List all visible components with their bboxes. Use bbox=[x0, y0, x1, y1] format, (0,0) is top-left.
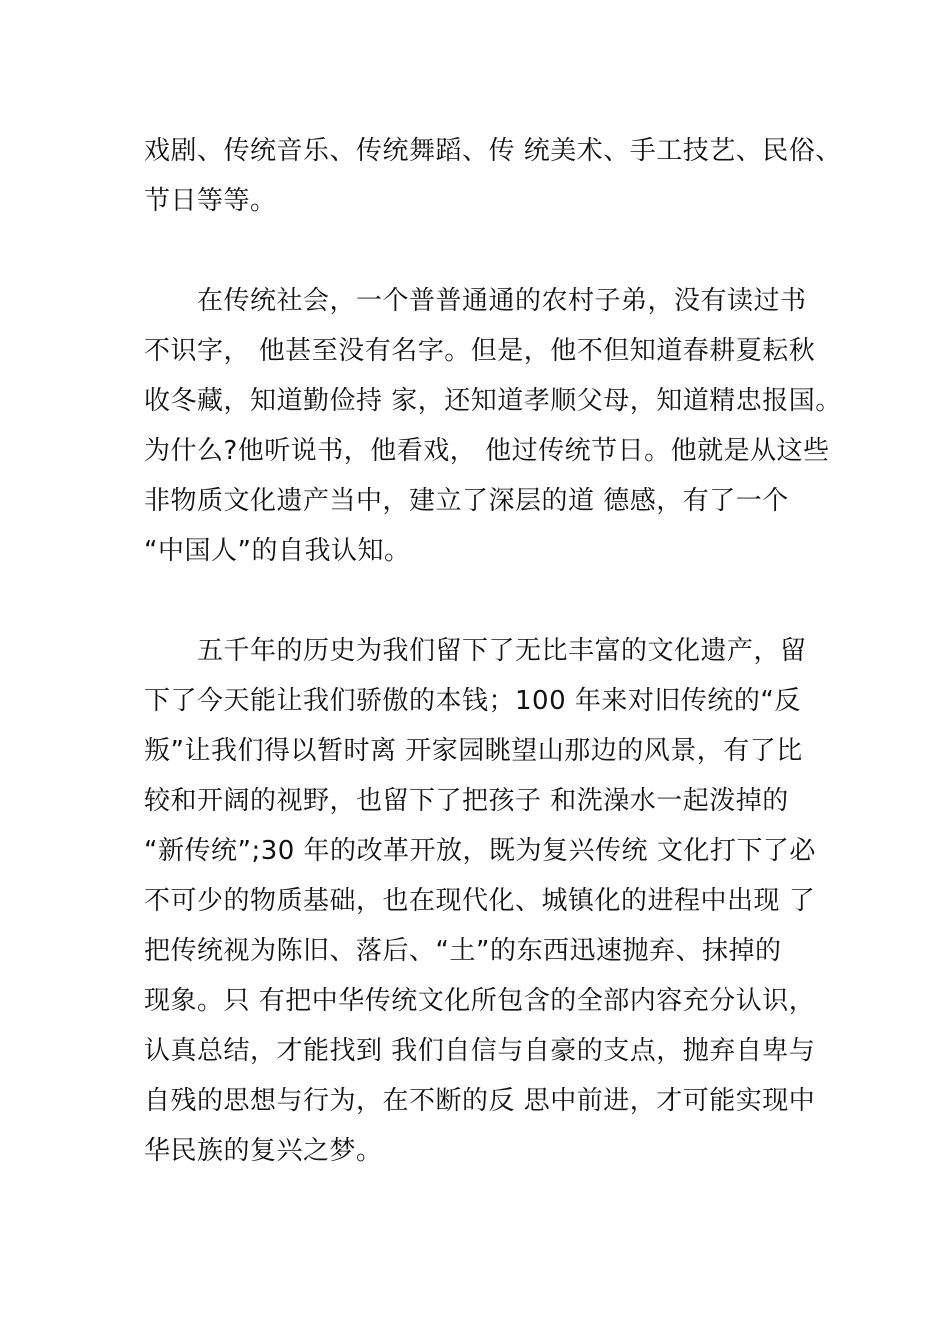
text-line: 不识字， 他甚至没有名字。但是，他不但知道春耕夏耘秋 bbox=[144, 336, 816, 366]
text-line: 认真总结，才能找到 我们自信与自豪的支点，抛弃自卑与 bbox=[144, 1036, 816, 1066]
text-line: 五千年的历史为我们留下了无比丰富的文化遗产，留 bbox=[197, 636, 807, 666]
text-line: 下了今天能让我们骄傲的本钱；100 年来对旧传统的“反 bbox=[144, 686, 801, 716]
text-line: 把传统视为陈旧、落后、“土”的东西迅速抛弃、抹掉的 bbox=[144, 936, 782, 966]
text-line: 收冬藏，知道勤俭持 家，还知道孝顺父母，知道精忠报国。 bbox=[144, 386, 842, 416]
text-line: 在传统社会，一个普普通通的农村子弟，没有读过书 bbox=[197, 286, 807, 316]
text-line: 叛”让我们得以暂时离 开家园眺望山那边的风景，有了比 bbox=[144, 736, 803, 766]
text-line: 为什么?他听说书，他看戏， 他过传统节日。他就是从这些 bbox=[144, 436, 830, 466]
text-line: 非物质文化遗产当中，建立了深层的道 德感，有了一个 bbox=[144, 486, 789, 516]
text-line: 华民族的复兴之梦。 bbox=[144, 1136, 383, 1166]
text-line: 不可少的物质基础，也在现代化、城镇化的进程中出现 了 bbox=[144, 886, 816, 916]
text-line: “新传统”;30 年的改革开放，既为复兴传统 文化打下了必 bbox=[144, 836, 816, 866]
text-line: 戏剧、传统音乐、传统舞蹈、传 统美术、手工技艺、民俗、 bbox=[144, 136, 842, 166]
text-line: 自残的思想与行为，在不断的反 思中前进，才可能实现中 bbox=[144, 1086, 816, 1116]
text-line: “中国人”的自我认知。 bbox=[144, 536, 411, 566]
text-line: 现象。只 有把中华传统文化所包含的全部内容充分认识， bbox=[144, 986, 816, 1016]
text-line: 节日等等。 bbox=[144, 186, 277, 216]
text-line: 较和开阔的视野，也留下了把孩子 和洗澡水一起泼掉的 bbox=[144, 786, 789, 816]
